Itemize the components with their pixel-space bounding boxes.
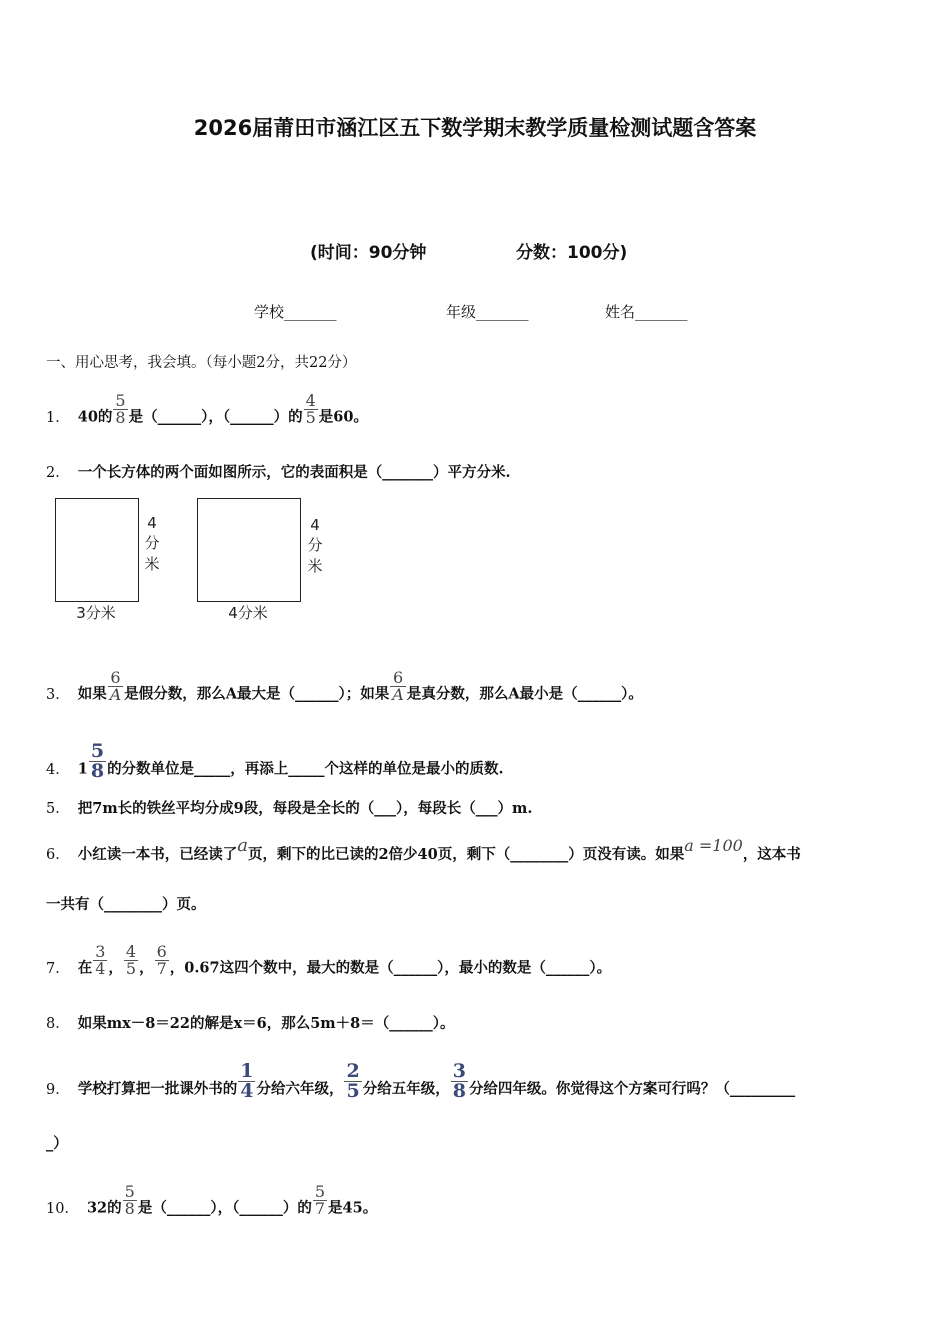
- question-2: 2． 一个长方体的两个面如图所示，它的表面积是（_______）平方分米.: [46, 464, 511, 481]
- question-6: 6． 小红读一本书，已经读了a页，剩下的比已读的2倍少40页，剩下（________）页没有读。如果a =100，这本书: [46, 835, 801, 863]
- mixed-fraction: $\frac{5}{8}$: [90, 740, 105, 782]
- fraction: $\frac{3}{8}$: [452, 1060, 466, 1102]
- name-field: 姓名_______: [605, 303, 688, 321]
- exam-score: 分数：100分): [516, 243, 628, 263]
- question-4: 4． 1 $\frac{5}{8}$ 的分数单位是_____，再添上_____个这样的单位是最小的质数.: [46, 740, 504, 782]
- fraction: $\frac{4}{5}$: [125, 942, 137, 978]
- fraction: $\frac{1}{4}$: [240, 1060, 254, 1102]
- rect2-height-label: 4 分 米: [307, 516, 323, 575]
- fraction: $\frac{4}{5}$: [305, 391, 316, 427]
- question-5: 5． 把7m长的铁丝平均分成9段，每段是全长的（___），每段长（___）m.: [46, 800, 533, 817]
- question-7: 7． 在 $\frac{3}{4}$ ， $\frac{4}{5}$ ， $\frac{6}{7}$ ，0.67这四个数中，最大的数是（______），最小的数是（______）。: [46, 942, 612, 978]
- rect2-width-label: 4分米: [228, 604, 268, 622]
- fraction: $\frac{6}{A}$: [392, 668, 404, 704]
- fraction: $\frac{5}{7}$: [314, 1182, 326, 1218]
- question-10: 10． 32的 $\frac{5}{8}$ 是（______），（______）的 $\frac{5}{7}$ 是45。: [46, 1182, 378, 1218]
- fraction: $\frac{5}{8}$: [115, 391, 126, 427]
- section-heading: 一、用心思考，我会填。（每小题2分，共22分）: [46, 355, 357, 371]
- school-field: 学校_______: [254, 303, 337, 321]
- question-9: 9． 学校打算把一批课外书的 $\frac{1}{4}$ 分给六年级， $\frac{2}{5}$ 分给五年级， $\frac{3}{8}$ 分给四年级。你觉得这个方案可行吗？（_________: [46, 1060, 796, 1102]
- rect1-height-label: 4 分 米: [144, 514, 160, 573]
- exam-time: (时间：90分钟: [310, 243, 427, 263]
- page-title: 2026届莆田市涵江区五下数学期末教学质量检测试题含答案: [193, 116, 757, 140]
- fraction: $\frac{6}{7}$: [156, 942, 167, 978]
- fraction: $\frac{2}{5}$: [346, 1060, 360, 1102]
- question-6-continued: 一共有（________）页。: [46, 896, 206, 913]
- question-8: 8． 如果mx－8＝22的解是x＝6，那么5m＋8＝（______）。: [46, 1015, 455, 1032]
- question-1: 1． 40的 $\frac{5}{8}$ 是（______），（______）的 $\frac{4}{5}$ 是60。: [46, 391, 368, 427]
- fraction: $\frac{5}{8}$: [124, 1182, 135, 1218]
- grade-field: 年级_______: [446, 303, 529, 321]
- fraction: $\frac{3}{4}$: [95, 942, 106, 978]
- rectangle-face-2: [197, 498, 301, 602]
- rect1-width-label: 3分米: [76, 604, 116, 622]
- rectangle-face-1: [55, 498, 139, 602]
- fraction: $\frac{6}{A}$: [109, 668, 122, 704]
- question-9-continued: _）: [46, 1135, 68, 1152]
- question-3: 3． 如果 $\frac{6}{A}$ 是假分数，那么A最大是（______）；如果 $\frac{6}{A}$ 是真分数，那么A最小是（______）。: [46, 668, 643, 704]
